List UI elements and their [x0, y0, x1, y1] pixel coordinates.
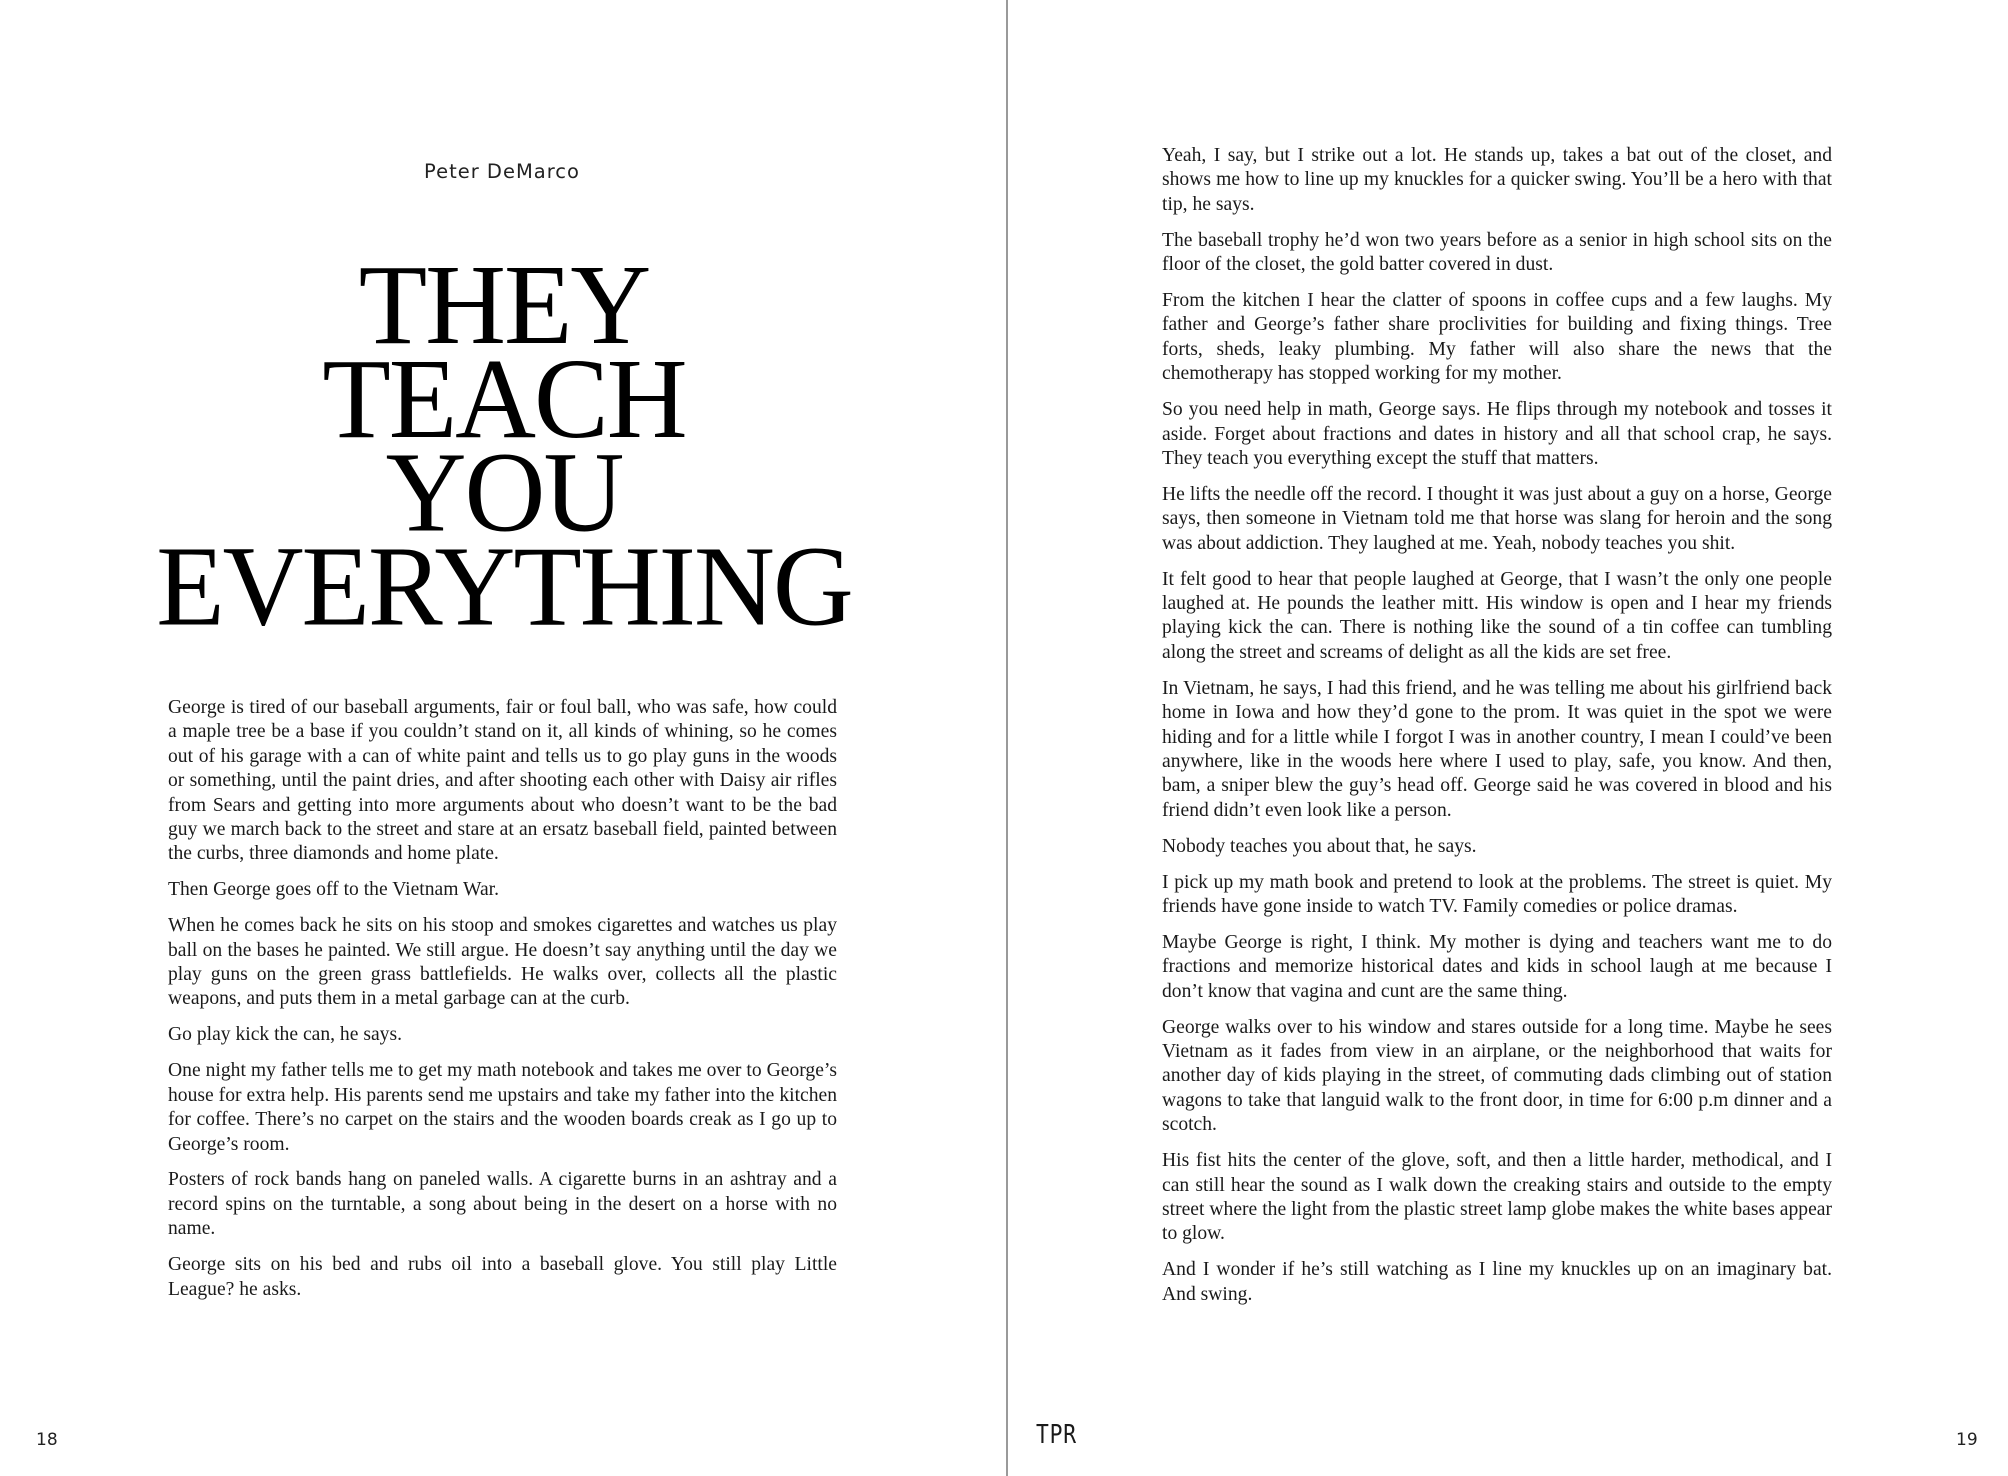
paragraph: And I wonder if he’s still watching as I line my knuckles up on an imaginary bat. And swing. [1162, 1259, 1832, 1305]
paragraph: From the kitchen I hear the clatter of spoons in coffee cups and a few laughs. My father and George’s father share proclivities for building and fixing things. Tree forts, sheds, leaky plumbing. My father will also share the news that the chemotherapy has stopped working for my mother. [1162, 290, 1832, 385]
paragraph: Then George goes off to the Vietnam War. [168, 879, 499, 901]
paragraph: George walks over to his window and stares outside for a long time. Maybe he sees Vietnam as it fades from view in an airplane, or the neighborhood that waits for another day of kids playing in the street, of commuting dads climbing out of station wagons to take that languid walk to the front door, in time for 6:00 p.m dinner and a scotch. [1162, 1016, 1832, 1136]
page-number-left: 18 [36, 1430, 58, 1450]
paragraph: He lifts the needle off the record. I thought it was just about a guy on a horse, George says, then someone in Vietnam told me that horse was slang for heroin and the song was about addiction. They laughed at me. Yeah, nobody teaches you shit. [1162, 483, 1832, 554]
story-title [100, 242, 908, 650]
paragraph: Nobody teaches you about that, he says. [1162, 835, 1477, 857]
page-gutter-divider [1006, 0, 1008, 1476]
paragraph: Yeah, I say, but I strike out a lot. He stands up, takes a bat out of the closet, and shows me how to line up my knuckles for a quicker swing. You’ll be a hero with that tip, he says. [1162, 145, 1832, 215]
paragraph: When he comes back he sits on his stoop and smokes cigarettes and watches us play ball on the bases he painted. We still argue. He doesn’t say anything until the day we play guns on the green grass battlefields. He walks over, collects all the plastic weapons, and puts them in a metal garbage can at the curb. [168, 915, 837, 1010]
paragraph: George is tired of our baseball arguments, fair or foul ball, who was safe, how could a maple tree be a base if you couldn’t stand on it, all kinds of whining, so he comes out of his garage with a can of white paint and tells us to go play guns in the woods or something, until the paint dries, and after shooting each other with Daisy air rifles from Sears and getting into more arguments about who doesn’t want to be the bad guy we march back to the street and stare at an ersatz baseball field, painted between the curbs, three diamonds and home plate. [168, 697, 837, 865]
title-line: THEY [358, 242, 650, 369]
paragraph: Posters of rock bands hang on paneled walls. A cigarette burns in an ashtray and a record spins on the turntable, a song about being in the desert on a horse with no name. [168, 1169, 837, 1240]
paragraph: I pick up my math book and pretend to look at the problems. The street is quiet. My friends have gone inside to watch TV. Family comedies or police dramas. [1162, 871, 1832, 917]
title-line: TEACH [322, 335, 686, 463]
paragraph: In Vietnam, he says, I had this friend, and he was telling me about his girlfriend back home in Iowa and how they’d gone to the prom. It was quiet in the spot we were hiding and for a little while I forgot I was in another country, I mean I could’ve been anywhere, like in the woods here where I used to play, safe, you know. And then, bam, a sniper blew the guy’s head off. George said he was covered in blood and his friend didn’t even look like a person. [1162, 677, 1832, 821]
title-line: EVERYTHING [156, 523, 852, 650]
paragraph: So you need help in math, George says. He flips through my notebook and tosses it aside. Forget about fractions and dates in history and all that school crap, he says. They teach you everything except the stuff that matters. [1162, 399, 1832, 469]
author-byline: Peter DeMarco [424, 160, 580, 183]
right-page-body [1162, 144, 1832, 1319]
paragraph: One night my father tells me to get my math notebook and takes me over to George’s house for extra help. His parents send me upstairs and take my father into the kitchen for coffee. There’s no carpet on the stairs and the wooden boards creak as I go up to George’s room. [168, 1060, 837, 1155]
paragraph: His fist hits the center of the glove, soft, and then a little harder, methodical, and I can still hear the sound as I walk down the creaking stairs and outside to the empty street where the light from the plastic street lamp globe makes the white bases appear to glow. [1162, 1150, 1832, 1245]
left-page-body [168, 696, 837, 1313]
paragraph: It felt good to hear that people laughed at George, that I wasn’t the only one people laughed at. He pounds the leather mitt. His window is open and I hear my friends playing kick the can. There is nothing like the sound of a tin coffee can tumbling along the street and screams of delight as all the kids are set free. [1162, 568, 1832, 663]
paragraph: The baseball trophy he’d won two years before as a senior in high school sits on the floor of the closet, the gold batter covered in dust. [1162, 229, 1832, 276]
title-line: YOU [385, 429, 623, 557]
paragraph: Maybe George is right, I think. My mother is dying and teachers want me to do fractions and memorize historical dates and kids in school laugh at me because I don’t know that vagina and cunt are the same thing. [1162, 931, 1832, 1002]
paragraph: Go play kick the can, he says. [168, 1024, 402, 1046]
paragraph: George sits on his bed and rubs oil into a baseball glove. You still play Little League? he asks. [168, 1254, 837, 1300]
page-number-right: 19 [1956, 1430, 1978, 1450]
tpr-logo: TPR [1036, 1420, 1077, 1450]
